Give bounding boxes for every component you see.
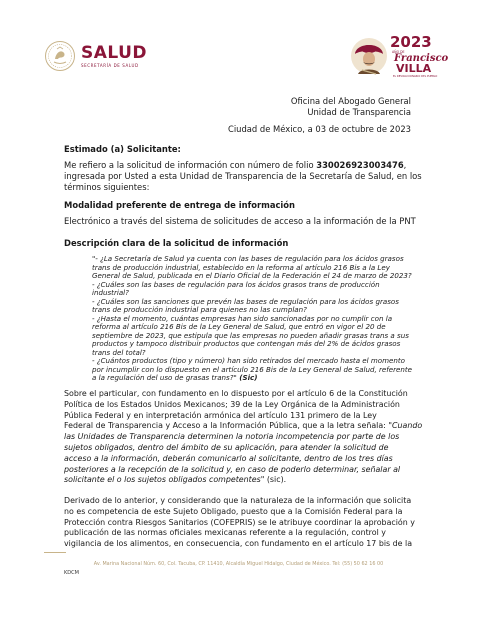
quote-line: "- ¿La Secretaría de Salud ya cuenta con las bases de regulación para los ácidos grasos: [92, 254, 404, 263]
intro-line-2: ingresada por Usted a esta Unidad de Transparencia de la Secretaría de Salud, en los: [64, 171, 422, 181]
place-date: Ciudad de México, a 03 de octubre de 2023: [227, 124, 411, 134]
quote-line: - ¿Cuáles son las sanciones que prevén las bases de regulación para los ácidos grasos: [92, 296, 399, 306]
body1-line: Política de los Estados Unidos Mexicanos; 39 de la Ley Orgánica de la Administración: [64, 399, 400, 409]
body2-line: Derivado de lo anterior, y considerando que la naturaleza de la información que solicita: [64, 496, 412, 505]
body2-line: no es competencia de este Sujeto Obligado, puesto que a la Comisión Federal para la: [64, 506, 403, 516]
footer-address: Av. Marina Nacional Núm. 60, Col. Tacuba, CP. 11410, Alcaldía Miguel Hidalgo, Ciudad de México. Tel: (55) 50 62 16 00: [93, 561, 384, 567]
quote-line: trans de producción industrial, establecido en la reforma al artículo 216 Bis a la Ley: [92, 262, 390, 272]
body2-line: vigilancia de los alimentos, en consecuencia, con fundamento en el artículo 17 bis de la: [64, 539, 413, 549]
quote-line: a la regulación del uso de grasas trans?" (Sic): [92, 373, 258, 382]
logo-subtitle: EL REVOLUCIONARIO DEL PUEBLO: [393, 75, 438, 78]
quote-line: - ¿Cuántos productos (tipo y número) han sido retirados del mercado hasta el momento: [92, 356, 406, 365]
body1-line: acceso a la información, deberán comunicarlo al solicitante, dentro de los tres días: [64, 453, 393, 463]
quote-line: septiembre de 2023, que estipula que las empresas no pueden añadir grasas trans a sus: [92, 330, 409, 340]
quote-line: industrial?: [92, 288, 129, 297]
quote-line: trans de producción industrial para quienes no las cumplan?: [92, 305, 307, 314]
body2-line: publicación de las normas oficiales mexicanas referente a la regulación, control y: [64, 528, 386, 538]
body2-line: Protección contra Riesgos Sanitarios (COFEPRIS) se le atribuye coordinar la aprobación y: [64, 517, 415, 527]
intro-line-3: términos siguientes:: [64, 182, 150, 192]
logo-ano-de: AÑO DE: [392, 50, 405, 54]
body1-line: Pública Federal y en interpretación armónica del artículo 131 primero de la Ley: [64, 410, 377, 420]
quote-line: - ¿Hasta el momento, cuántas empresas han sido sancionadas por no cumplir con la: [92, 313, 393, 323]
salud-logo: [44, 40, 147, 72]
body1-line: sujetos obligados, dentro del ámbito de su aplicación, para atender la solicitud de: [64, 443, 389, 452]
office-name: Oficina del Abogado General: [290, 96, 411, 106]
quote-line: trans del total?: [92, 347, 146, 357]
logo-year: 2023: [390, 33, 432, 51]
salutation: Estimado (a) Solicitante:: [64, 144, 181, 154]
body1-line: posteriores a la recepción de la solicitud y, en caso de poderlo determinar, señalar al: [64, 464, 401, 474]
mexico-seal-icon: [44, 40, 76, 72]
body1-line: Federal de Transparencia y Acceso a la Información Pública, que a la letra señala: "Cuando: [64, 421, 423, 431]
logo-villa: VILLA: [396, 62, 432, 75]
salud-subtitle: SECRETARÍA DE SALUD: [81, 62, 139, 68]
description-heading: Descripción clara de la solicitud de información: [64, 238, 289, 248]
quote-line: - ¿Cuáles son las bases de regulación para los ácidos grasos trans de producción: [92, 279, 380, 289]
sic-marker: (Sic): [236, 373, 258, 382]
intro-line-1: Me refiero a la solicitud de información con número de folio 330026923003476,: [64, 160, 407, 170]
logo-francisco: Francisco: [394, 53, 449, 64]
francisco-villa-logo: [350, 33, 449, 80]
footer-divider: [44, 552, 66, 553]
quote-line: General de Salud, publicada en el Diario Oficial de la Federación el 24 de marzo de 2023?: [92, 271, 412, 280]
quote-line: reforma al artículo 216 Bis de la Ley General de Salud, que entró en vigor el 20 de: [92, 322, 386, 331]
folio-number: 330026923003476: [316, 160, 404, 170]
delivery-text: Electrónico a través del sistema de solicitudes de acceso a la información de la PNT: [64, 216, 416, 226]
body1-line: Sobre el particular, con fundamento en lo dispuesto por el artículo 6 de la Constitución: [64, 389, 408, 398]
quote-line: productos y tampoco distribuir productos que contengan más del 2% de ácidos grasos: [92, 339, 401, 348]
quote-line: por incumplir con lo dispuesto en el artículo 216 Bis de la Ley General de Salud, referente: [92, 364, 413, 374]
body1-line: solicitante el o los sujetos obligados competentes" (sic).: [64, 475, 287, 485]
footer-initials: KDCM: [64, 570, 79, 576]
delivery-heading: Modalidad preferente de entrega de información: [64, 200, 296, 210]
salud-wordmark: SALUD: [81, 42, 148, 63]
body1-line: las Unidades de Transparencia determinen la notoria incompetencia por parte de los: [64, 432, 400, 442]
unit-name: Unidad de Transparencia: [307, 107, 411, 117]
francisco-villa-portrait: [350, 34, 388, 78]
